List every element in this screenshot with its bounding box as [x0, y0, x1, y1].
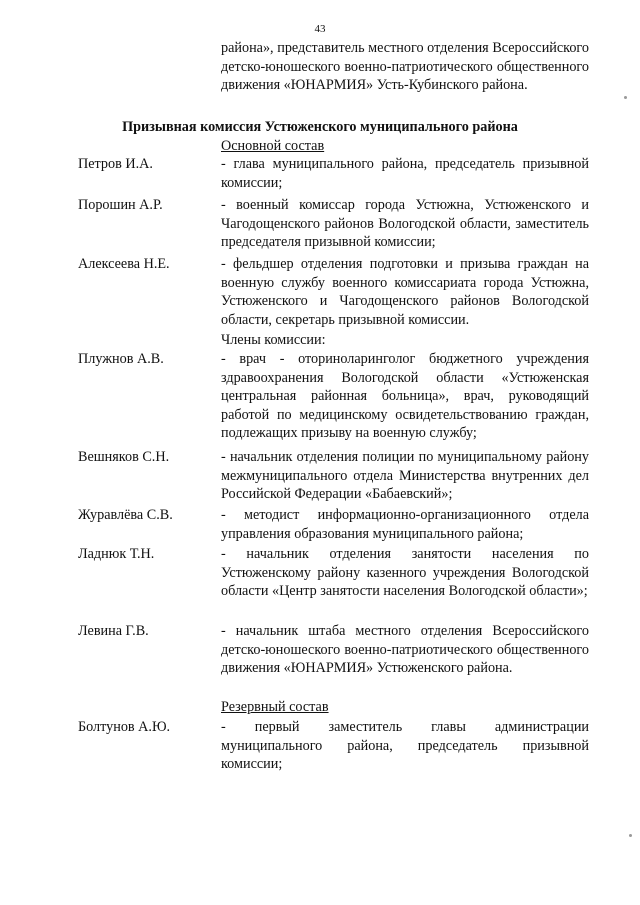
commission-title: Призывная комиссия Устюженского муниципального района [122, 119, 518, 135]
intro-paragraph: района», представитель местного отделения Всероссийского детско-юношеского военно-патриотического общественного движения «ЮНАРМИЯ» Усть-Кубинского района. [221, 40, 589, 94]
member-name: Левина Г.В. [78, 623, 149, 639]
scan-speck [624, 96, 627, 99]
member-name: Алексеева Н.Е. [78, 256, 170, 272]
member-role: - врач - оториноларинголог бюджетного учреждения здравоохранения Вологодской области «Устюженская центральная районная больница», врач, руководящий работой по медицинскому освидетельствованию граждан, подлежащих призыву на военную службу; [221, 351, 589, 442]
member-name: Журавлёва С.В. [78, 507, 173, 523]
member-role: - начальник отделения полиции по муниципальному району межмуниципального отдела Министерства внутренних дел Российской Федерации «Бабаевский»; [221, 449, 589, 503]
member-name: Ладнюк Т.Н. [78, 546, 155, 562]
member-role: - начальник штаба местного отделения Всероссийского детско-юношеского военно-патриотического общественного движения «ЮНАРМИЯ» Устюженского района. [221, 623, 589, 677]
member-role: - методист информационно-организационного отдела управления образования муниципального района; [221, 507, 589, 542]
member-role: - фельдшер отделения подготовки и призыва граждан на военную службу военного комиссариата города Устюжна, Устюженского и Чагодощенского районов Вологодской области, секретарь призывной комиссии. [221, 256, 589, 328]
member-name: Плужнов А.В. [78, 351, 164, 367]
members-label: Члены комиссии: [221, 332, 326, 348]
member-name: Болтунов А.Ю. [78, 719, 171, 735]
reserve-composition-label: Резервный состав [221, 699, 329, 715]
page-number: 43 [314, 23, 326, 35]
main-composition-label: Основной состав [221, 138, 325, 154]
scan-speck [629, 834, 632, 837]
member-name: Вешняков С.Н. [78, 449, 170, 465]
member-name: Порошин А.Р. [78, 197, 163, 213]
member-role: - начальник отделения занятости населения по Устюженскому району казенного учреждения Вологодской области «Центр занятости населения Вологодской области»; [221, 546, 589, 600]
member-role: - первый заместитель главы администрации муниципального района, председатель призывной комиссии; [221, 719, 589, 773]
member-role: - военный комиссар города Устюжна, Устюженского и Чагодощенского районов Вологодской области, заместитель председателя призывной комиссии; [221, 197, 589, 251]
member-name: Петров И.А. [78, 156, 153, 172]
member-role: - глава муниципального района, председатель призывной комиссии; [221, 156, 589, 191]
